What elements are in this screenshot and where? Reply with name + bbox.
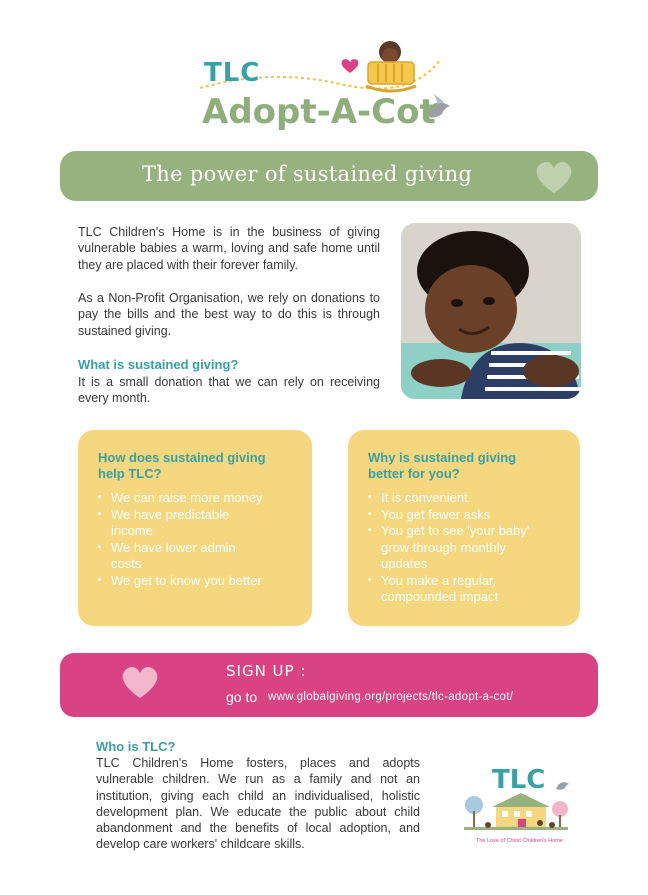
list-item: • We get to know you better bbox=[98, 573, 294, 590]
logo-adopt-a-cot-text: Adopt-A-Cot bbox=[202, 92, 436, 132]
signup-banner bbox=[60, 653, 598, 717]
better-for-you-box bbox=[348, 430, 580, 626]
list-item: • It is convenient bbox=[368, 490, 554, 507]
heart-icon bbox=[120, 664, 160, 700]
tlc-logo-text: TLC bbox=[492, 765, 546, 795]
sustained-giving-answer: It is a small donation that we can rely on receiving every month. bbox=[78, 375, 380, 406]
help-tlc-heading: How does sustained giving help TLC? bbox=[98, 450, 266, 481]
who-is-tlc-text: TLC Children's Home fosters, places and adopts vulnerable children. We run as a family and not an institution, giving each child an individualised, holistic development plan. We educate the public about child abandonment and the benefits of local adoption, and develop care workers' childcare skills. bbox=[96, 756, 420, 852]
heart-icon bbox=[342, 59, 359, 73]
title-banner bbox=[60, 151, 598, 201]
list-item: • We have lower admin costs bbox=[98, 540, 261, 573]
who-is-tlc-heading: Who is TLC? bbox=[96, 739, 176, 754]
tlc-tagline: The Love of Christ Children's Home bbox=[476, 838, 563, 844]
signup-label: SIGN UP : bbox=[226, 662, 307, 680]
cot-baby-icon bbox=[366, 41, 416, 91]
baby-photo bbox=[401, 223, 581, 399]
intro-paragraph-2: As a Non-Profit Organisation, we rely on donations to pay the bills and the best way to do this is through sustained giving. bbox=[78, 291, 380, 338]
list-item: • You make a regular, compounded impact bbox=[368, 573, 531, 606]
help-tlc-box bbox=[78, 430, 312, 626]
list-item: • We have predictable income bbox=[98, 507, 261, 540]
heart-icon bbox=[534, 159, 574, 195]
house-icon bbox=[462, 765, 574, 849]
better-for-you-heading: Why is sustained giving better for you? bbox=[368, 450, 517, 481]
sustained-giving-question: What is sustained giving? bbox=[78, 357, 239, 372]
better-for-you-list bbox=[368, 490, 554, 606]
logo-tlc-text: TLC bbox=[204, 58, 261, 88]
tlc-home-logo bbox=[462, 765, 574, 849]
list-item: • We can raise more money bbox=[98, 490, 294, 507]
globalgiving-link[interactable]: www.globalgiving.org/projects/tlc-adopt-a-cot/ bbox=[268, 691, 514, 703]
list-item: • You get fewer asks bbox=[368, 507, 554, 524]
banner-title: The power of sustained giving bbox=[142, 162, 473, 186]
list-item: • You get to see 'your baby' grow through monthly updates bbox=[368, 523, 553, 573]
help-tlc-list bbox=[98, 490, 294, 589]
intro-paragraph-1: TLC Children's Home is in the business of giving vulnerable babies a warm, loving and safe home until they are placed with their forever family. bbox=[78, 225, 380, 272]
adopt-a-cot-logo bbox=[190, 38, 470, 138]
go-to-label: go to bbox=[226, 689, 258, 705]
